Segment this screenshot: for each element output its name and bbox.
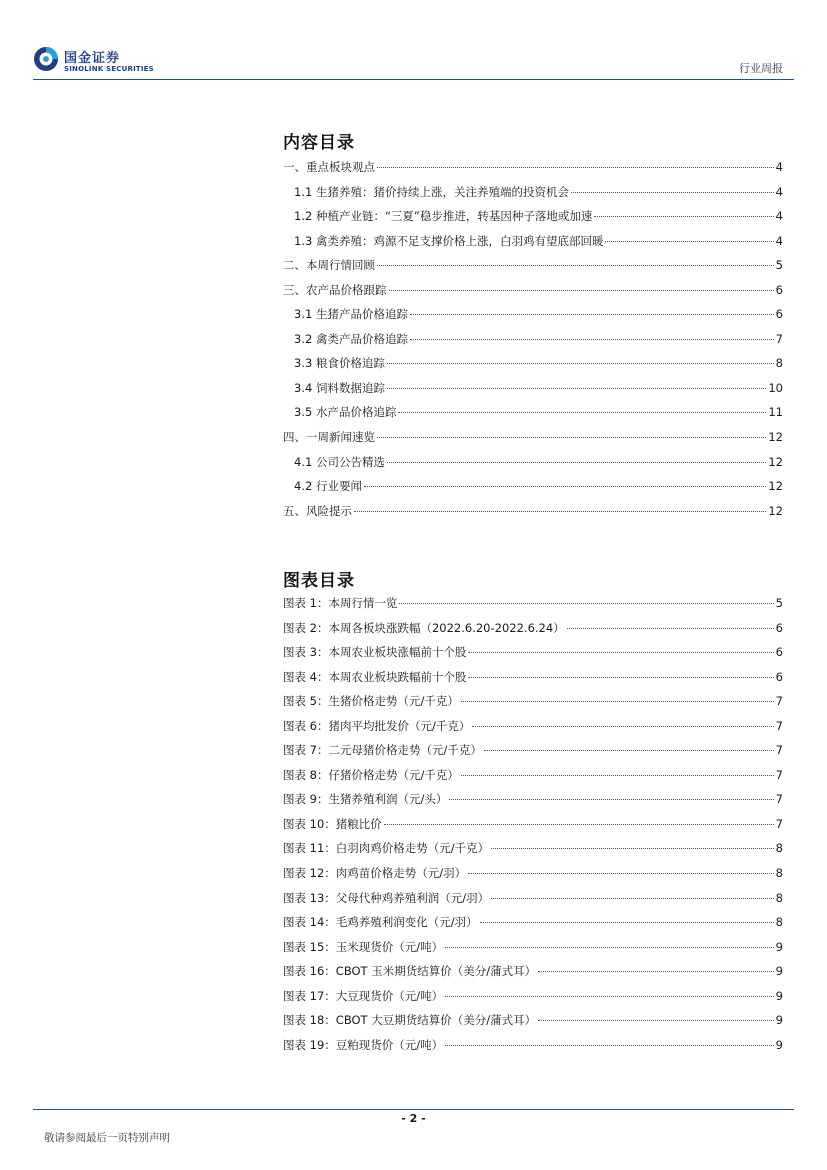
- contents-entry-page: 4: [775, 160, 783, 174]
- figure-entry-page: 9: [775, 988, 783, 1003]
- contents-list: [283, 159, 783, 527]
- figure-entry-page: 8: [775, 866, 783, 881]
- figure-entry-page: 9: [775, 1013, 783, 1028]
- figures-title: 图表目录: [283, 571, 355, 591]
- dot-leader: [468, 677, 773, 678]
- figure-entry[interactable]: [283, 988, 783, 1013]
- contents-entry-label: 四、一周新闻速览: [283, 430, 375, 445]
- contents-entry-label: 3.5 水产品价格追踪: [294, 405, 397, 420]
- contents-entry-label: 3.1 生猪产品价格追踪: [294, 307, 408, 322]
- figure-entry[interactable]: [283, 914, 783, 939]
- contents-entry-label: 4.2 行业要闻: [294, 479, 362, 494]
- dot-leader: [354, 511, 766, 512]
- contents-entry-label: 一、重点板块观点: [283, 160, 375, 174]
- contents-entry-page: 4: [775, 184, 783, 199]
- dot-leader: [445, 996, 774, 997]
- contents-entry-label: 二、本周行情回顾: [283, 258, 375, 273]
- figure-entry-label: 图表 10：猪粮比价: [283, 816, 382, 831]
- figure-entry-page: 9: [775, 964, 783, 979]
- page-header: [0, 0, 827, 82]
- figure-entry-page: 8: [775, 915, 783, 930]
- contents-entry[interactable]: [283, 404, 783, 429]
- dot-leader: [398, 412, 766, 413]
- figure-entry-label: 图表 17：大豆现货价（元/吨）: [283, 988, 444, 1003]
- figure-entry-page: 7: [775, 718, 783, 733]
- figure-entry-label: 图表 19：豆粕现货价（元/吨）: [283, 1037, 444, 1052]
- dot-leader: [468, 873, 774, 874]
- contents-entry-page: 5: [775, 258, 783, 273]
- dot-leader: [491, 898, 774, 899]
- dot-leader: [461, 775, 774, 776]
- figure-entry[interactable]: [283, 620, 783, 645]
- dot-leader: [468, 652, 773, 653]
- dot-leader: [449, 799, 773, 800]
- figure-entry-page: 8: [775, 890, 783, 905]
- contents-entry[interactable]: [283, 478, 783, 503]
- dot-leader: [480, 922, 774, 923]
- figure-entry-label: 图表 8：仔猪价格走势（元/千克）: [283, 767, 459, 782]
- logo-english-name: SINOLINK SECURITIES: [64, 65, 154, 73]
- figure-entry-page: 6: [775, 669, 783, 684]
- figure-entry[interactable]: [283, 1012, 783, 1037]
- figure-entry[interactable]: [283, 963, 783, 988]
- dot-leader: [538, 1020, 774, 1021]
- figure-entry[interactable]: [283, 669, 783, 694]
- contents-entry[interactable]: [283, 503, 783, 528]
- dot-leader: [364, 486, 766, 487]
- figure-entry-label: 图表 2：本周各板块涨跌幅（2022.6.20-2022.6.24）: [283, 620, 565, 635]
- figure-entry[interactable]: [283, 816, 783, 841]
- header-divider: [33, 79, 794, 80]
- figure-entry-page: 7: [775, 694, 783, 709]
- contents-entry[interactable]: [283, 306, 783, 331]
- figure-entry-page: 7: [775, 767, 783, 782]
- contents-entry[interactable]: [283, 380, 783, 405]
- dot-leader: [387, 462, 766, 463]
- contents-entry-label: 4.1 公司公告精选: [294, 454, 385, 469]
- dot-leader: [410, 314, 774, 315]
- figure-entry-page: 7: [775, 743, 783, 758]
- figure-entry-label: 图表 9：生猪养殖利润（元/头）: [283, 792, 448, 807]
- dot-leader: [472, 726, 773, 727]
- figure-entry[interactable]: [283, 939, 783, 964]
- contents-entry-label: 1.3 禽类养殖：鸡源不足支撑价格上涨，白羽鸡有望底部回暖: [294, 233, 604, 248]
- contents-entry[interactable]: [283, 282, 783, 307]
- figure-entry-page: 6: [775, 645, 783, 660]
- figure-entry-label: 图表 14：毛鸡养殖利润变化（元/羽）: [283, 915, 478, 930]
- figure-entry[interactable]: [283, 865, 783, 890]
- contents-entry-label: 三、农产品价格跟踪: [283, 282, 387, 297]
- figures-list: [283, 595, 783, 1061]
- dot-leader: [377, 437, 766, 438]
- dot-leader: [491, 848, 774, 849]
- dot-leader: [399, 603, 773, 604]
- figure-entry-page: 9: [775, 1037, 783, 1052]
- sinolink-logo-icon: [33, 46, 59, 72]
- figure-entry-label: 图表 11：白羽肉鸡价格走势（元/千克）: [283, 841, 490, 856]
- dot-leader: [594, 216, 773, 217]
- contents-entry[interactable]: [283, 208, 783, 233]
- contents-entry-page: 6: [775, 307, 783, 322]
- figure-entry[interactable]: [283, 718, 783, 743]
- contents-entry-page: 4: [775, 209, 783, 224]
- dot-leader: [377, 167, 774, 168]
- dot-leader: [484, 750, 774, 751]
- dot-leader: [389, 290, 774, 291]
- contents-entry-page: 8: [775, 356, 783, 371]
- contents-entry-page: 12: [768, 430, 783, 445]
- contents-entry-page: 12: [768, 479, 783, 494]
- contents-entry-label: 五、风险提示: [283, 503, 352, 518]
- figure-entry[interactable]: [283, 644, 783, 669]
- figure-entry-page: 6: [775, 620, 783, 635]
- contents-entry-page: 11: [768, 405, 783, 420]
- contents-entry-label: 1.2 种植产业链：“三夏”稳步推进，转基因种子落地或加速: [294, 209, 593, 224]
- footer-divider: [33, 1109, 794, 1110]
- contents-entry[interactable]: [283, 355, 783, 380]
- figure-entry[interactable]: [283, 840, 783, 865]
- figure-entry-label: 图表 7：二元母猪价格走势（元/千克）: [283, 743, 482, 758]
- figure-entry-page: 8: [775, 841, 783, 856]
- dot-leader: [571, 192, 774, 193]
- contents-title: 内容目录: [283, 133, 355, 153]
- dot-leader: [538, 971, 774, 972]
- figure-entry-page: 5: [775, 596, 783, 610]
- contents-entry-page: 12: [768, 454, 783, 469]
- page-number: - 2 -: [401, 1112, 426, 1125]
- figure-entry[interactable]: [283, 1037, 783, 1062]
- contents-entry-page: 7: [775, 331, 783, 346]
- dot-leader: [567, 628, 774, 629]
- report-type: 行业周报: [739, 62, 783, 75]
- dot-leader: [605, 241, 773, 242]
- figure-entry[interactable]: [283, 595, 783, 620]
- contents-entry-label: 3.4 饲料数据追踪: [294, 380, 385, 395]
- figure-entry[interactable]: [283, 767, 783, 792]
- dot-leader: [384, 824, 774, 825]
- logo-chinese-name: 国金证券: [64, 51, 121, 66]
- contents-entry[interactable]: [283, 454, 783, 479]
- contents-entry-page: 12: [768, 503, 783, 518]
- contents-entry[interactable]: [283, 233, 783, 258]
- figure-entry-label: 图表 3：本周农业板块涨幅前十个股: [283, 645, 467, 660]
- figure-entry-page: 9: [775, 939, 783, 954]
- contents-entry-label: 1.1 生猪养殖：猪价持续上涨，关注养殖端的投资机会: [294, 184, 569, 199]
- figure-entry-label: 图表 18：CBOT 大豆期货结算价（美分/蒲式耳）: [283, 1013, 537, 1028]
- contents-entry-page: 10: [768, 380, 783, 395]
- company-logo: [33, 44, 153, 78]
- figure-entry-label: 图表 5：生猪价格走势（元/千克）: [283, 694, 459, 709]
- figure-entry-label: 图表 6：猪肉平均批发价（元/千克）: [283, 718, 471, 733]
- figure-entry[interactable]: [283, 742, 783, 767]
- figure-entry[interactable]: [283, 791, 783, 816]
- dot-leader: [445, 947, 774, 948]
- dot-leader: [387, 363, 774, 364]
- figure-entry-page: 7: [775, 816, 783, 831]
- contents-entry-label: 3.3 粮食价格追踪: [294, 356, 385, 371]
- figure-entry[interactable]: [283, 890, 783, 915]
- contents-entry[interactable]: [283, 159, 783, 184]
- figure-entry-label: 图表 12：肉鸡苗价格走势（元/羽）: [283, 866, 467, 881]
- contents-entry[interactable]: [283, 257, 783, 282]
- contents-entry-page: 6: [775, 282, 783, 297]
- dot-leader: [410, 339, 774, 340]
- figure-entry-label: 图表 4：本周农业板块跌幅前十个股: [283, 669, 467, 684]
- disclaimer: 敬请参阅最后一页特别声明: [44, 1132, 170, 1144]
- figure-entry-label: 图表 1：本周行情一览: [283, 596, 398, 610]
- dot-leader: [445, 1045, 774, 1046]
- figure-entry-page: 7: [775, 792, 783, 807]
- dot-leader: [377, 265, 774, 266]
- dot-leader: [461, 701, 774, 702]
- figure-entry-label: 图表 16：CBOT 玉米期货结算价（美分/蒲式耳）: [283, 964, 537, 979]
- dot-leader: [387, 388, 766, 389]
- figure-entry-label: 图表 13：父母代种鸡养殖利润（元/羽）: [283, 890, 490, 905]
- contents-entry-page: 4: [775, 233, 783, 248]
- contents-entry[interactable]: [283, 331, 783, 356]
- figure-entry-label: 图表 15：玉米现货价（元/吨）: [283, 939, 444, 954]
- contents-entry-label: 3.2 禽类产品价格追踪: [294, 331, 408, 346]
- contents-entry[interactable]: [283, 429, 783, 454]
- figure-entry[interactable]: [283, 693, 783, 718]
- contents-entry[interactable]: [283, 184, 783, 209]
